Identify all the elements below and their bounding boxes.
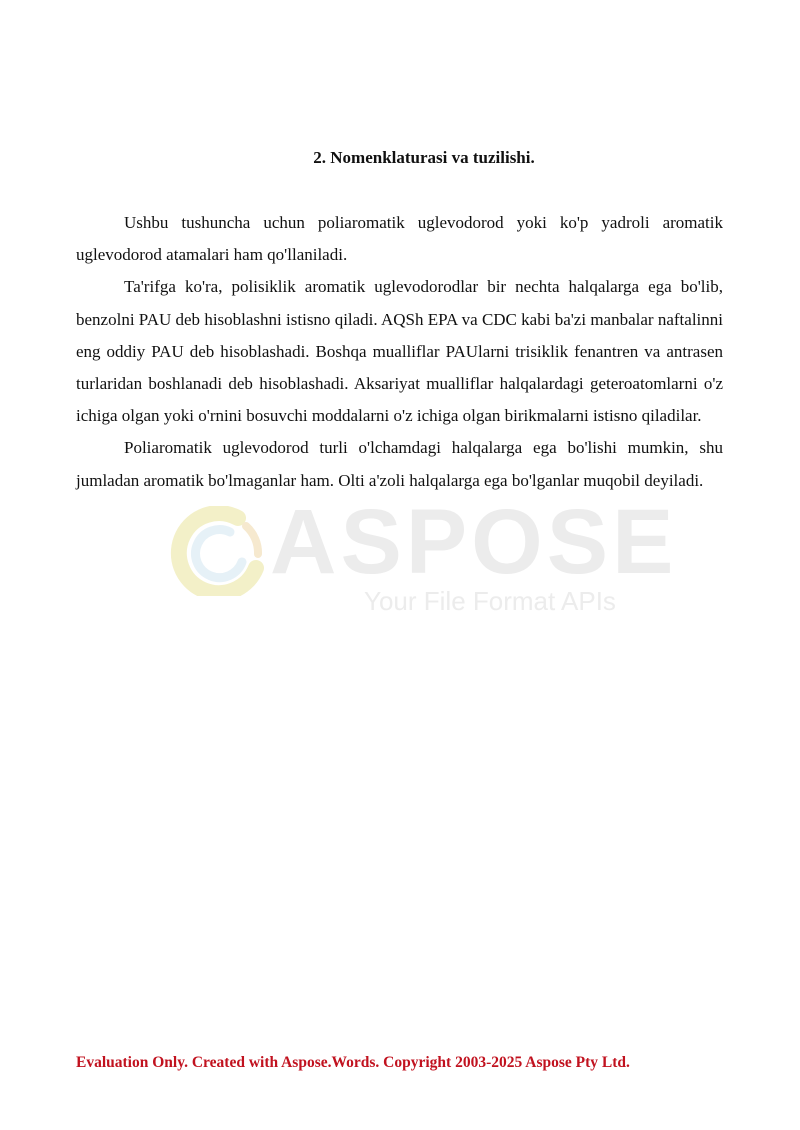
paragraph-3: Poliaromatik uglevodorod turli o'lchamdagi halqalarga ega bo'lishi mumkin, shu jumladan aromatik bo'lmaganlar ham. Olti a'zoli halqalarga ega bo'lganlar muqobil deyiladi.: [76, 438, 723, 490]
document-body: [76, 207, 723, 497]
evaluation-footer: Evaluation Only. Created with Aspose.Words. Copyright 2003-2025 Aspose Pty Ltd.: [76, 1054, 630, 1071]
aspose-watermark: [160, 491, 678, 630]
watermark-brand: ASPOSE: [270, 491, 678, 593]
watermark-tagline: Your File Format APIs: [364, 586, 616, 616]
paragraph-1: Ushbu tushuncha uchun poliaromatik uglevodorod yoki ko'p yadroli aromatik uglevodorod atamalari ham qo'llaniladi.: [76, 213, 723, 265]
aspose-logo-icon: [160, 506, 270, 596]
section-heading: 2. Nomenklaturasi va tuzilishi.: [313, 148, 535, 167]
paragraph-2: Ta'rifga ko'ra, polisiklik aromatik uglevodorodlar bir nechta halqalarga ega bo'lib, benzolni PAU deb hisoblashni istisno qiladi. AQSh EPA va CDC kabi ba'zi manbalar naftalinni eng oddiy PAU deb hisoblashadi. Boshqa mualliflar PAUlarni trisiklik fenantren va antrasen turlaridan boshlanadi deb hisoblashadi. Aksariyat mualliflar halqalardagi geteroatomlarni o'z ichiga olgan yoki o'rnini bosuvchi moddalarni o'z ichiga olgan birikmalarni istisno qiladilar.: [76, 277, 723, 426]
